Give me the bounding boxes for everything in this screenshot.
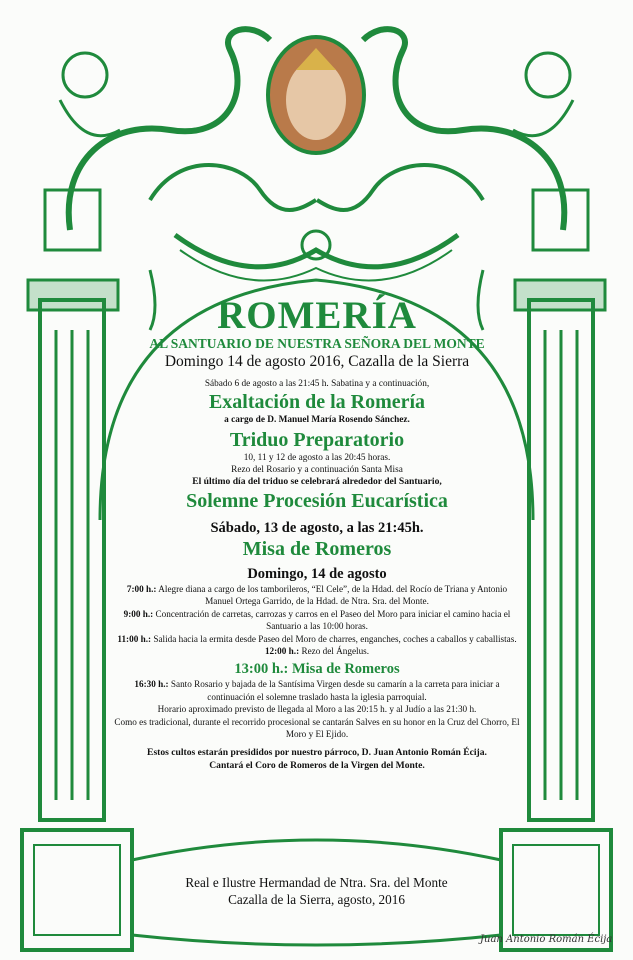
- program-text: [112, 296, 522, 772]
- horario-text: Horario aproximado previsto de llegada al Moro a las 20:15 h. y al Judío a las 21:30 h.: [157, 704, 477, 715]
- sabado-6-text: Sábado 6 de agosto a las 21:45 h. Sabatina y a continuación,: [204, 379, 430, 389]
- triduo-dias: 10, 11 y 12 de agosto a las 20:45 horas.: [243, 453, 391, 463]
- schedule-item: [112, 633, 522, 646]
- schedule-text: Concentración de carretas, carrozas y carros en el Paseo del Moro para iniciar el camino hacia el Santuario a las 10:00 horas.: [153, 608, 511, 632]
- domingo-14: Domingo, 14 de agosto: [247, 565, 387, 582]
- poster-footer: [150, 874, 483, 908]
- santo-rosario-item: [112, 678, 522, 703]
- hermandad-name: Real e Ilustre Hermandad de Ntra. Sra. del Monte: [185, 875, 448, 890]
- schedule-item: [112, 645, 522, 658]
- schedule-time: 12:00 h.:: [264, 646, 300, 657]
- artist-signature: Juan Antonio Román Écija: [480, 934, 613, 945]
- coro-text: Cantará el Coro de Romeros de la Virgen del Monte.: [209, 759, 425, 771]
- triduo-ultimo: El último día del triduo se celebrará alrededor del Santuario,: [192, 476, 442, 487]
- exaltacion-heading: Exaltación de la Romería: [208, 391, 426, 413]
- poster-subtitle: AL SANTUARIO DE NUESTRA SEÑORA DEL MONTE: [149, 336, 485, 351]
- footer-place-date: Cazalla de la Sierra, agosto, 2016: [228, 892, 405, 907]
- poster-title: ROMERÍA: [217, 294, 417, 337]
- schedule-text: Santo Rosario y bajada de la Santísima Virgen desde su camarín a la carreta para iniciar a continuación el solemne traslado hasta la iglesia parroquial.: [168, 679, 500, 702]
- schedule-text: Salida hacia la ermita desde Paseo del Moro de charres, enganches, coches a caballos y caballistas.: [151, 633, 517, 644]
- schedule-item: [112, 583, 522, 608]
- exaltacion-cargo: a cargo de D. Manuel María Rosendo Sánchez.: [224, 415, 410, 425]
- tradicional-text: Como es tradicional, durante el recorrido procesional se cantarán Salves en su honor en la Cruz del Chorro, El Moro y El Ejido.: [114, 716, 520, 740]
- schedule-item: [112, 608, 522, 633]
- sabado-13: Sábado, 13 de agosto, a las 21:45h.: [210, 519, 424, 536]
- procesion-heading: Solemne Procesión Eucarística: [186, 489, 448, 512]
- misa-romeros-heading: Misa de Romeros: [242, 537, 392, 560]
- presididos-text: Estos cultos estarán presididos por nuestro párroco, D. Juan Antonio Román Écija.: [147, 747, 487, 759]
- triduo-rezo: Rezo del Rosario y a continuación Santa Misa: [231, 465, 403, 475]
- schedule-time: 7:00 h.:: [126, 583, 157, 594]
- event-date: Domingo 14 de agosto 2016, Cazalla de la Sierra: [164, 353, 470, 370]
- schedule-time: 11:00 h.:: [117, 633, 152, 644]
- misa-1300-heading: 13:00 h.: Misa de Romeros: [234, 661, 400, 678]
- schedule-text: Alegre diana a cargo de los tamborileros, “El Cele”, de la Hdad. del Rocío de Triana y Antonio Manuel Ortega Garrido, de la Hdad. de Ntra. Sra. del Monte.: [156, 583, 508, 607]
- schedule-text: Rezo del Ángelus.: [299, 646, 370, 657]
- schedule-time: 9:00 h.:: [123, 608, 154, 619]
- triduo-heading: Triduo Preparatorio: [229, 429, 405, 451]
- schedule-time: 16:30 h.:: [134, 679, 169, 690]
